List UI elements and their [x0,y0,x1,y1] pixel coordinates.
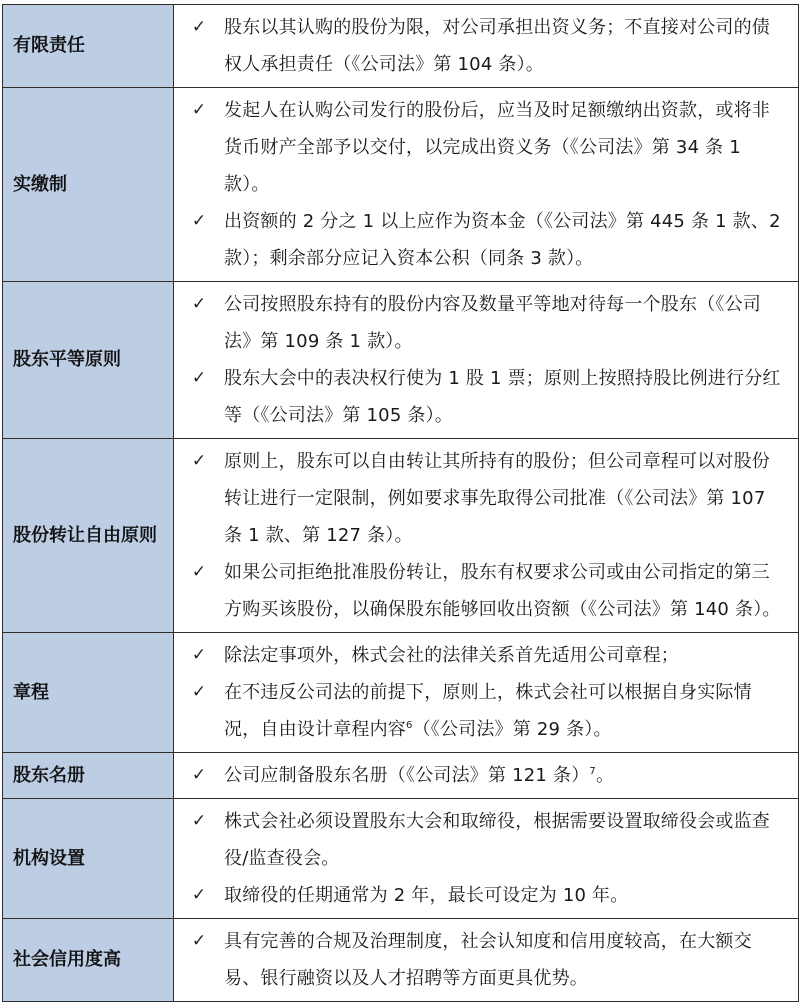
row-label: 社会信用度高 [3,919,174,1002]
item-text-main: 在不违反公司法的前提下，原则上，株式会社可以根据自身实际情况，自由设计章程内容 [224,682,752,740]
item-text [224,203,788,277]
row-content [174,439,799,633]
list-item [174,92,788,203]
item-text-main: 公司按照股东持有的股份内容及数量平等地对待每一个股东（《公司法》第 109 条 1 款）。 [224,294,761,352]
item-text [224,92,788,203]
checkmark-icon: ✓ [191,17,207,37]
list-item [174,443,788,554]
row-label: 股东平等原则 [3,282,174,439]
item-text [224,286,788,360]
list-item [174,757,788,794]
table-row [3,88,799,282]
row-label: 章程 [3,633,174,753]
list-item [174,637,788,674]
checkmark-icon: ✓ [191,368,207,388]
list-item [174,877,788,914]
company-features-table [2,4,799,1002]
list-item [174,203,788,277]
list-item [174,360,788,434]
checkmark-icon: ✓ [191,100,207,120]
item-text-main: 出资额的 2 分之 1 以上应作为资本金（《公司法》第 445 条 1 款、2 款）；剩余部分应记入资本公积（同条 3 款）。 [224,211,781,269]
checkmark-icon: ✓ [191,931,207,951]
item-text-main: 株式会社必须设置股东大会和取缔役，根据需要设置取缔役会或监查役/监查役会。 [224,811,770,869]
checkmark-icon: ✓ [191,451,207,471]
checkmark-icon: ✓ [191,885,207,905]
table-row [3,753,799,799]
row-content [174,753,799,799]
table-body [3,5,799,1002]
item-text-main: 具有完善的合规及治理制度，社会认知度和信用度较高，在大额交易、银行融资以及人才招聘等方面更具优势。 [224,931,752,989]
item-text-main: 除法定事项外，株式会社的法律关系首先适用公司章程； [224,645,679,666]
row-content [174,633,799,753]
table-row [3,919,799,1002]
list-item [174,674,788,748]
table-row [3,282,799,439]
footnote-marker: 7 [589,766,596,777]
item-text [224,923,788,997]
item-text-main: 发起人在认购公司发行的股份后，应当及时足额缴纳出资款，或将非货币财产全部予以交付，以完成出资义务（《公司法》第 34 条 1 款）。 [224,100,770,195]
checkmark-icon: ✓ [191,211,207,231]
row-label: 有限责任 [3,5,174,88]
item-text [224,637,788,674]
checkmark-icon: ✓ [191,645,207,665]
row-content [174,282,799,439]
item-text [224,554,788,628]
row-content [174,919,799,1002]
footnote-marker: 6 [406,720,413,731]
table-row [3,439,799,633]
item-text [224,443,788,554]
item-text [224,674,788,748]
list-item [174,286,788,360]
item-text-main: 股东以其认购的股份为限，对公司承担出资义务；不直接对公司的债权人承担责任（《公司法》第 104 条）。 [224,17,770,75]
item-text-main: 如果公司拒绝批准股份转让，股东有权要求公司或由公司指定的第三方购买该股份，以确保股东能够回收出资额（《公司法》第 140 条）。 [224,562,781,620]
item-text-main: 股东大会中的表决权行使为 1 股 1 票；原则上按照持股比例进行分红等（《公司法》第 105 条）。 [224,368,781,426]
table-row [3,633,799,753]
row-content [174,5,799,88]
item-text [224,803,788,877]
item-text-main: 公司应制备股东名册（《公司法》第 121 条） [224,765,590,786]
checkmark-icon: ✓ [191,765,207,785]
row-content [174,799,799,919]
checkmark-icon: ✓ [191,294,207,314]
row-content [174,88,799,282]
checkmark-icon: ✓ [191,682,207,702]
row-label: 股份转让自由原则 [3,439,174,633]
checkmark-icon: ✓ [191,562,207,582]
list-item [174,923,788,997]
list-item [174,803,788,877]
list-item [174,9,788,83]
table-row [3,799,799,919]
item-text [224,9,788,83]
item-text [224,757,788,794]
checkmark-icon: ✓ [191,811,207,831]
item-text [224,360,788,434]
row-label: 股东名册 [3,753,174,799]
row-label: 机构设置 [3,799,174,919]
item-text-tail: （《公司法》第 29 条）。 [412,719,612,740]
row-label: 实缴制 [3,88,174,282]
table-row [3,5,799,88]
item-text-main: 原则上，股东可以自由转让其所持有的股份；但公司章程可以对股份转让进行一定限制，例如要求事先取得公司批准（《公司法》第 107 条 1 款、第 127 条）。 [224,451,770,546]
item-text-main: 取缔役的任期通常为 2 年，最长可设定为 10 年。 [224,885,629,906]
item-text-tail: 。 [595,765,615,786]
list-item [174,554,788,628]
item-text [224,877,788,914]
